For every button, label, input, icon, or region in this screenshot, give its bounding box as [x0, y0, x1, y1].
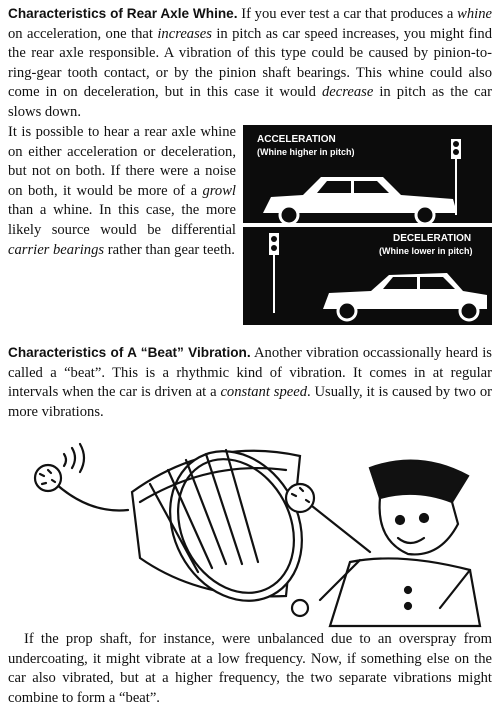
rear-axle-whine-heading: Characteristics of Rear Axle Whine.: [8, 6, 238, 21]
prop-shaft-paragraph: If the prop shaft, for instance, were unbalanced due to an overspray from undercoating, it might vibrate at a low frequency. Now, if something else on the car also vibrated, but at a higher frequency, the two separate vibrations might combine to form a “beat”.: [8, 631, 492, 706]
emphasis-constant-speed: constant speed: [220, 384, 307, 401]
emphasis-whine: whine: [457, 6, 493, 22]
text-run: in pitch as the car slows down.: [8, 84, 492, 120]
emphasis-increases: increases: [157, 25, 212, 42]
beat-vibration-paragraph: [8, 343, 492, 422]
deceleration-title: DECELERATION: [393, 233, 472, 244]
mallet-icon: [35, 465, 128, 510]
whine-source-paragraph: [8, 123, 236, 260]
deceleration-subtitle: (Whine lower in pitch): [379, 246, 473, 256]
emphasis-decrease: decrease: [321, 84, 374, 101]
emphasis-carrier-bearings: carrier bearings: [8, 241, 105, 258]
emphasis-growl: growl: [202, 182, 236, 199]
drummer-figure-icon: [292, 461, 480, 626]
text-run: in pitch as car speed increases, you might find the rear axle responsible. A vibration of this type could be caused by pinion-to-ring-gear tooth contact, or by the pinion shaft bearings. This whine could also come in on deceleration, but in this case it would: [8, 25, 492, 101]
drummer-illustration: [0, 440, 500, 630]
text-run: than a whine. In this case, the more likely source would be differential: [8, 202, 236, 238]
text-run: Another vibration occassionally heard is called a “beat”. This is a rhythmic kind of vibration. It comes in at regular intervals when the car is driven at a: [8, 345, 492, 401]
acceleration-title: ACCELERATION: [257, 134, 336, 145]
acceleration-deceleration-illustration: [243, 125, 492, 325]
text-run: . Usually, it is caused by two or more vibrations.: [8, 384, 492, 420]
text-run: rather than gear teeth.: [104, 241, 235, 258]
rear-axle-whine-paragraph: [8, 4, 492, 123]
drum-icon: [132, 440, 327, 624]
acceleration-subtitle: (Whine higher in pitch): [257, 147, 355, 157]
beat-vibration-heading: Characteristics of A “Beat” Vibration.: [8, 345, 251, 360]
text-run: If you ever test a car that produces a: [237, 6, 458, 22]
text-run: on acceleration, one that: [8, 25, 158, 42]
text-run: It is possible to hear a rear axle whine on either acceleration or deceleration, but not on both. If there were a noise on both, it would be more of a: [8, 124, 236, 199]
